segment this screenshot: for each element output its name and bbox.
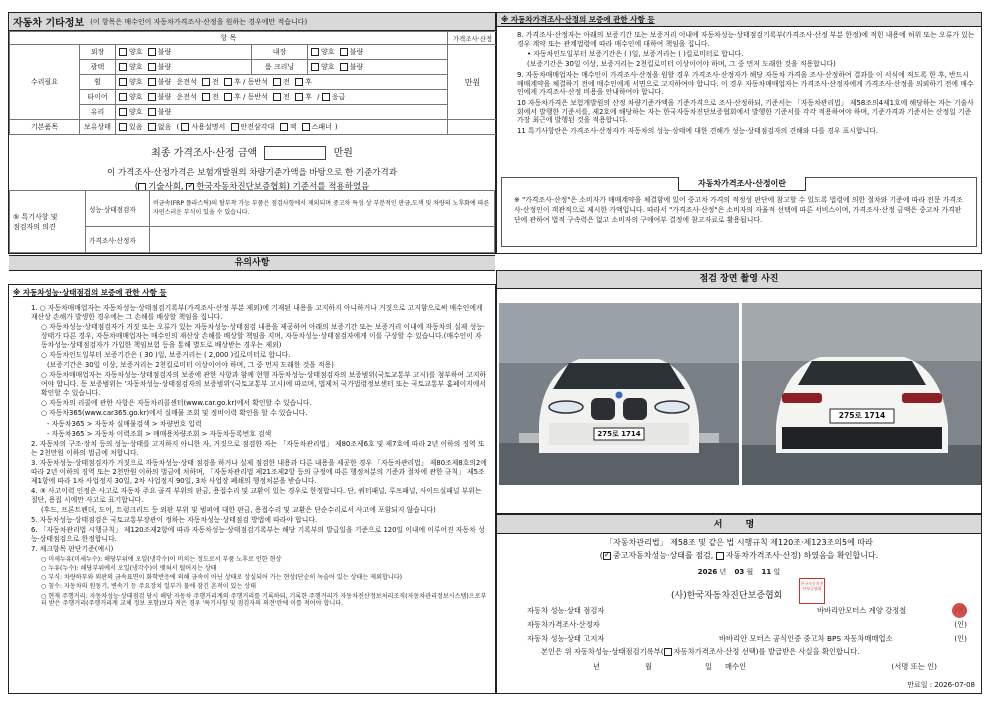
sig-notifier-mark: (인) [954,634,967,643]
row-possession: 보유상태 [80,120,116,135]
exterior-options [116,45,252,60]
has-checkbox[interactable] [119,123,127,131]
notes-item: ○ 자동차성능·상태점검자가 거짓 또는 오류가 있는 자동차성능·상태점검 내용을 제공하여 아래의 보증기간 또는 보증거리 이내에 자동차의 실제 성능·상태가 다른 경우, 자동차매매업자는 매수인의 재산상 손해를 배상할 책임을 지며, 자동차성능·상태점검자에게 이를 구상할 수 있습니다.(매수인이 자동차성능·상태점검자가 가입한 책임보험 등을 통해 별도로 배상받는 경우는 제외) [41,323,485,349]
notes-item: (보증기간은 30일 이상, 보증거리는 2천킬로미터 이상이어야 하며, 그 중 먼저 도래한 것을 적용) [47,361,334,369]
notes-item: ○ 자동차매매업자는 자동차성능·상태점검자의 보증에 관한 사항과 함께 현행 자동차성능·상태점검자의 보증범위(국토교통부 고시)를 첨부하여 고지하여야 합니다. 동 보증범위는 '자동차성능·상태점검자의 보증범위'(국토교통부 고시)에 따르며, 법제처 국가법령정보센터 또는 국토교통부 홈페이지에서 확인할 수 있습니다. [41,371,487,397]
confirm-text-a: 본인은 위 자동차성능·상태점검기록부( [541,647,664,656]
buyer-month: 월 [645,662,653,671]
special-table [9,190,495,253]
room-cleaning-options [308,60,448,75]
jack-checkbox[interactable] [280,123,288,131]
notes-item: - 자동차365 > 자동차 이력조회 > 매매용차량조회 > 자동차등록번호 검색 [47,429,272,438]
liability-item-8-period: • 자동차인도일부터 보증기간은 ( )일, 보증거리는 ( )킬로미터로 합니다. [527,50,744,59]
photo-header [497,271,981,289]
date-year: 2026 [697,568,718,576]
opt-good: 양호 [129,108,143,116]
special-price-text [150,227,495,253]
association-stamp-text: 한국자동차진단보증협회 [800,581,824,591]
notes-item: ○ 미세누유(미세누수): 해당부위에 오일(냉각수)이 비치는 정도로서 부품 노후로 인한 현상 [41,555,282,563]
notes-item: ○ 자동차365(www.car365.go.kr)에서 실매물 조회 및 정비이력 확인을 할 수 있습니다. [41,409,308,418]
basis-options: ( 기술사회, ✓ 한국자동차진단보증협회) 기준서를 적용하였음 [9,180,495,192]
tire-front-checkbox[interactable] [202,93,210,101]
opt-good: 양호 [321,48,335,56]
front-car-photo [499,303,739,485]
notes-item: 4. ③ 사고이력 인정은 사고로 자동차 주요 골격 부위의 판금, 용접수리 및 교환이 있는 경우로 한정합니다. 단, 쿼터패널, 루프패널, 사이드실패널 부위는 절단, 용접 시에만 사고로 표기합니다. [31,486,482,504]
gloss-options [116,60,252,75]
room-good-checkbox[interactable] [311,63,319,71]
row-room-cleaning: 룸 크리닝 [252,60,308,75]
tire-bad-checkbox[interactable] [148,93,156,101]
tire-emergency-checkbox[interactable] [322,93,330,101]
opt-rear: 후 [305,93,312,101]
opt-good: 양호 [129,48,143,56]
opt-jack: 잭 [289,123,297,131]
basic-price-cell [448,120,498,135]
sig-inspector-value: 바바리안모터스 계양 강정철 [817,606,907,615]
opt-triangle: 안전삼각대 [240,123,275,131]
final-price-unit: 만원 [333,148,353,159]
date-month: 03 [734,568,745,576]
opt-spanner: 스패너 [311,123,332,131]
col-price-header: 가격조사·산정 [448,32,498,45]
liability-item-11: 11 특기사항란은 가격조사·산정자가 자동차의 성능·상태에 대한 견해가 성능·상태점검자의 견해와 다를 경우 표시합니다. [517,126,879,135]
special-inspector-text: 비금속(FRP 플라스틱)의 탈부착 가능 부품은 점검사항에서 제외되며 중고차 특성 상 부분적인 판금,도색 및 차량의 노후화에 따른 자연스러운 부식이 있을 수 있습니다. [150,191,495,227]
special-price: 가격조사·산정자 [86,227,150,253]
gloss-bad-checkbox[interactable] [148,63,156,71]
date-year-unit: 년 [719,568,727,576]
notes-subtitle: ※ 자동차성능·상태점검의 보증에 관한 사항 등 [13,288,167,297]
tire-front2-checkbox[interactable] [273,93,281,101]
opt-good: 양호 [129,78,143,86]
basic-label: 기본품목 [10,120,80,135]
buyer-day: 일 [705,662,713,671]
notes-list [9,300,495,608]
notes-item: ○ 자동차인도일부터 보증기간은 ( 30 )일, 보증거리는 ( 2,000 )킬로미터로 합니다. [41,350,291,359]
sig-notifier-value: 바바리안 모터스 공식인증 중고차 BPS 자동차매매업소 [719,634,893,643]
exterior-bad-checkbox[interactable] [148,48,156,56]
date-day-unit: 일 [773,568,781,576]
sig-notifier-label: 자동차 성능·상태 고지자 [527,634,605,643]
opt-rear: 후 [305,78,312,86]
signature-check-a: 중고자동차성능·상태를 점검, [612,551,714,560]
room-bad-checkbox[interactable] [340,63,348,71]
glass-bad-checkbox[interactable] [148,108,156,116]
confirm-checkbox[interactable] [664,648,672,656]
notes-item: ○ 자동차의 리콜에 관한 사항은 자동차리콜센터(www.car.go.kr)에서 확인할 수 있습니다. [41,399,312,407]
wheel-bad-checkbox[interactable] [148,78,156,86]
liability-item-8: 8. 가격조사·산정자는 아래의 보증기간 또는 보증거리 이내에 자동차성능·상태점검기록부(가격조사·산정 부분 한정)에 적힌 내용에 허위 또는 오류가 있는 경우 계약 또는 관계법령에 따라 매수인에 대하여 책임을 집니다. [517,31,975,48]
opt-front: 전 [283,93,290,101]
notes-title: 유의사항 [234,258,270,268]
rear-plate: 275로 1714 [838,411,886,420]
glass-options [116,105,448,120]
notes-item: ○ 누유(누수): 해당부위에서 오일(냉각수)이 맺혀서 떨어지는 상태 [41,564,217,572]
other-info-panel [8,12,496,254]
opt-good: 양호 [129,93,143,101]
rear-car-photo [742,303,981,485]
possession-options: 있음 없음 ( 사용설명서 안전삼각대 잭 스패너 ) [116,120,448,135]
wheel-front2-checkbox[interactable] [273,78,281,86]
opt-manual: 사용설명서 [191,123,226,131]
buyer-year: 년 [593,662,601,671]
wheel-rear-passenger-checkbox[interactable] [224,78,232,86]
interior-options [308,45,448,60]
price-liability-list [497,27,981,136]
basis-tail: ) 기준서를 적용하였음 [286,182,370,192]
association-stamp [799,578,825,604]
opt-bad: 불량 [157,78,172,86]
inspector-seal [952,603,967,618]
triangle-checkbox[interactable] [231,123,239,131]
sig-price-mark: (인) [954,620,967,629]
opt-front: 전 [283,78,290,86]
opt-bad: 불량 [157,63,172,71]
price-info-title: 자동차가격조사·산정이란 [678,177,806,191]
liability-item-8-note: (보증기간은 30일 이상, 보증거리는 2천킬로미터 이상이어야 하며, 그 중 먼저 도래한 것을 적용합니다) [527,60,836,69]
notes-item: ○ 침수: 자동차의 원동기, 변속기 등 주요장치 일부가 물에 잠긴 흔적이 있는 상태 [41,583,257,591]
price-info-box [501,177,977,247]
signature-check-b: 자동차가격조사·산정) 하였음을 확인합니다. [725,551,879,560]
repair-label: 수리필요 [10,45,80,120]
gloss-good-checkbox[interactable] [119,63,127,71]
signature-org: (사)한국자동차진단보증협회 [671,591,783,601]
liability-item-9: 9. 자동차매매업자는 매수인이 가격조사·산정을 원할 경우 가격조사·산정자가 해당 자동차 가격을 조사·산정하여 결과를 이 서식에 적도록 한 후, 반드시 매매계약을 체결하기 전에 매수인에게 서면으로 고지하여야 합니다. 이 경우 자동차매매업자는 가격조사·산정자에게 가격조사·산정을 의뢰하기 전에 매수인에게 가격조사·산정 비용을 안내하여야 합니다. [517,70,974,97]
buyer-sign: (서명 또는 인) [891,662,937,671]
notes-item: 1. ○ 자동차매매업자는 자동차성능·상태점검기록부(가격조사·산정 부분 제외)에 기재된 내용을 고지하지 아니하거나 거짓으로 고지함으로써 매수인에게 재산상 손해가 발생한 경우에는 그 손해를 배상할 책임을 집니다. [31,304,483,321]
special-label: ⑤ 특기사항 및 점검자의 의견 [10,191,86,253]
opt-front: 전 [212,78,219,86]
basis-opt1: 기술사회, [148,182,184,192]
opt-bad: 불량 [349,63,364,71]
opt-bad: 불량 [349,48,364,56]
col-item-header: 항 목 [10,32,448,45]
price-liability-panel [496,12,982,254]
date-month-unit: 월 [746,568,754,576]
photo-panel [496,270,982,514]
signature-panel [496,514,982,694]
notes-panel [8,258,496,694]
price-info-text: ※ "가격조사·산정"은 소비자가 매매계약을 체결함에 있어 중고차 가격의 적정성 판단에 참고할 수 있도록 법령에 의한 절차와 기준에 따라 전문 가격조사·산정인이 객관적으로 제시한 가액입니다. 따라서 "가격조사·산정"은 소비자의 자율적 선택에 따른 서비스이며, 가격조사·산정 금액은 중고차 가격판단에 관하여 법적 구속력은 없고 소비자의 구매여부 결정에 참고자료로 활용됩니다. [514,196,963,224]
expiry-date: 만료일 : 2026-07-08 [907,681,975,689]
tire-driver-label: 운전석 [176,93,197,101]
notes-header [9,255,495,271]
rear-car-illustration [742,303,981,485]
exterior-good-checkbox[interactable] [119,48,127,56]
wheel-rear-checkbox[interactable] [295,78,303,86]
row-exterior: 외장 [80,45,116,60]
row-interior: 내장 [252,45,308,60]
notes-item: (후드, 프론트펜더, 도어, 트렁크리드 등 외판 부위 및 범퍼에 대한 판금, 용접수리 및 교환은 단순수리로서 사고에 포함되지 않습니다) [41,505,436,514]
manual-checkbox[interactable] [181,123,189,131]
tire-good-checkbox[interactable] [119,93,127,101]
opt-bad: 불량 [157,48,172,56]
price-liability-title: ※ 자동차가격조사·산정의 보증에 관한 사항 등 [501,15,655,24]
interior-good-checkbox[interactable] [311,48,319,56]
sig-row-inspector [527,606,967,616]
notes-item: 7. 체크항목 판단기준(예시) [31,545,114,554]
wheel-options [116,75,448,90]
row-glass: 유리 [80,105,116,120]
opt-has: 있음 [129,123,143,131]
opt-emergency: 응급 [331,93,346,101]
date-day: 11 [761,568,772,576]
other-info-title: 자동차 기타정보 [13,18,85,29]
sig-row-price [527,620,967,630]
sig-row-notifier [527,634,967,644]
final-price-row [9,144,495,160]
signature-date [497,567,981,577]
special-inspector: 성능·상태점검자 [86,191,150,227]
confirm-text-b: 자동차가격조사·산정 선택)를 발급받은 사실을 확인합니다. [673,647,860,656]
photo-title: 점검 장면 촬영 사진 [699,274,779,284]
basis-line: 이 가격조사·산정가격은 보험개발원의 차량기준가액을 바탕으로 한 기준가격과 [107,168,397,178]
row-tire: 타이어 [80,90,116,105]
liability-item-10: 10 자동차가격은 보험개발원의 산정 차량기준가액을 기준가격으로 조사·산정하되, 기준서는 「자동차관리법」 제58조의4제1호에 해당하는 자는 기술사회에서 발행한 기준서를, 제2호에 해당하는 자는 한국자동차진단보증협회에서 발행한 기준서를 각각 적용하여야 하며, 기준가격과 기준서는 산정일 기준 가장 최근에 발행된 것을 적용합니다. [517,98,974,125]
signature-title: 서 명 [713,520,765,530]
signature-check-inspection[interactable] [603,552,611,560]
buyer-label: 매수인 [725,662,747,671]
signature-law-line: 「자동차관리법」 제58조 및 같은 법 시행규칙 제120조·제123조의5에 따라 [605,538,873,547]
tire-rear-passenger-checkbox[interactable] [224,93,232,101]
confirm-line [541,647,973,657]
wheel-good-checkbox[interactable] [119,78,127,86]
sig-price-label: 자동차가격조사·산정자 [527,620,600,629]
opt-none: 없음 [157,123,172,131]
price-unit: 만원 [448,45,498,120]
signature-check-price[interactable] [716,552,724,560]
tire-options: 양호 불량 운전석 전 후 / 동반석 전 후 / 응급 [116,90,448,105]
opt-bad: 불량 [157,93,172,101]
final-price-field[interactable] [264,146,326,160]
final-price-label: 최종 가격조사·산정 금액 [151,148,258,159]
signature-check-line: (✓ 중고자동차성능·상태를 점검, 자동차가격조사·산정) 하였음을 확인합니다. [497,550,981,561]
notes-item: 2. 자동차의 구조·장치 등의 성능·상태를 고지하지 아니한 자, 거짓으로 점검한 자는 「자동차관리법」 제80조제6호 및 제7호에 따라 2년 이하의 징역 또는 2천만원 이하의 벌금에 처합니다. [31,440,485,457]
tire-rear-checkbox[interactable] [295,93,303,101]
front-car-illustration [499,303,739,485]
notes-item: - 자동차365 > 자동차 실매물검색 > 차량번호 입력 [47,419,202,428]
spanner-checkbox[interactable] [302,123,310,131]
notes-item: ○ 부식: 차량하부와 외판의 금속표면이 화학반응에 의해 금속이 아닌 상태로 상실되어 가는 현상(단순히 녹슬어 있는 상태는 제외합니다) [41,574,402,582]
sig-inspector-label: 자동차 성능·상태 점검자 [527,606,605,615]
none-checkbox[interactable] [148,123,156,131]
opt-bad: 불량 [157,108,172,116]
opt-good: 양호 [321,63,335,71]
front-plate: 275로 1714 [597,430,641,438]
glass-good-checkbox[interactable] [119,108,127,116]
row-wheel: 휠 [80,75,116,90]
row-gloss: 광택 [80,60,116,75]
signature-header [497,514,981,534]
opt-good: 양호 [129,63,143,71]
wheel-driver-label: 운전석 [176,78,197,86]
notes-item: 3. 자동차성능·상태점검자가 거짓으로 자동차성능·상태 점검을 하거나 실제 점검한 내용과 다른 내용을 제공한 경우 「자동차관리법」 제80조제8호의2에 따라 2년 이하의 징역 또는 2천만원 이하의 벌금에 처하며, 「자동차관리법 제21조제2항 등의 규정에 따른 행정처분의 기준과 절차에 관한 규칙」 제5조제1항에 따라 1차 사업정지 30일, 2차 사업정지 90일, 3차 사업장 폐쇄의 행정처분을 받습니다. [31,459,487,485]
notes-item: 6. 「자동차관리법 시행규칙」 제120조제2항에 따라 자동차성능·상태점검기록부는 해당 기록부의 발급일을 기준으로 120일 이내에 이루어진 자동차 성능·상태점검으로 한정합니다. [31,526,485,543]
opt-rear-passenger: 후 / 동반석 [234,93,268,101]
opt-rear-passenger: 후 / 동반석 [234,78,268,86]
other-info-header [9,13,495,31]
other-info-note: (이 항목은 매수인이 자동차가격조사·산정을 원하는 경우에만 적습니다) [90,17,308,26]
basis-opt2: 한국자동차진단보증협회 [196,182,287,192]
other-info-table [9,31,498,135]
opt-front: 전 [212,93,219,101]
interior-bad-checkbox[interactable] [340,48,348,56]
wheel-front-checkbox[interactable] [202,78,210,86]
price-liability-header [497,13,981,27]
notes-item: 5. 자동차성능·상태점검은 국토교통부장관이 정하는 자동차성능·상태점검 방법에 따라야 합니다. [31,516,318,524]
notes-item: ○ 현재 주행거리: 자동차성능·상태점검 당시 해당 자동차 주행거리계의 주행거리를 기록하되, 기록한 주행거리가 자동차전산정보처리조직(자동차관리정보시스템)으로부터 받은 주행거리(주행거리계 교체 정보 포함)보다 적은 경우 '특기사항 및 점검자의 의견'란에 이를 적어야 합니다. [41,592,487,608]
